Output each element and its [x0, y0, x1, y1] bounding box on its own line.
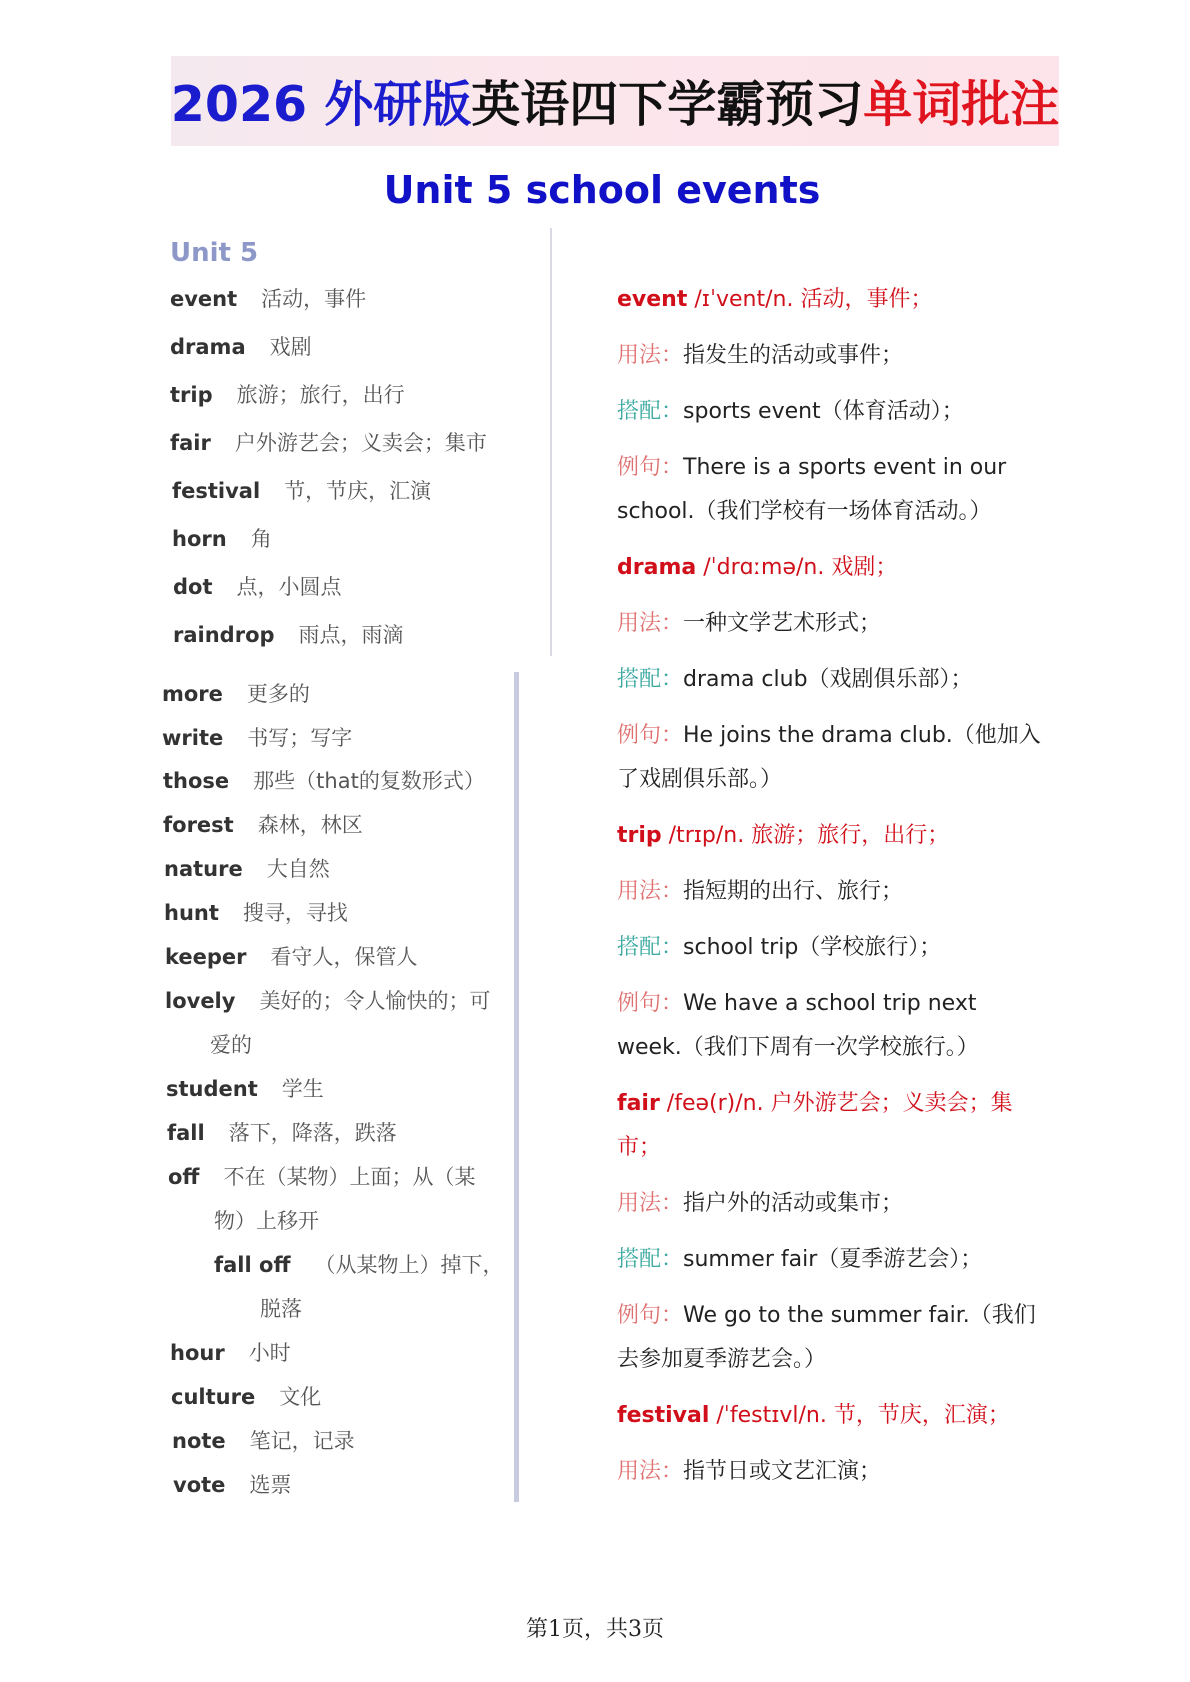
textbook-unit-label: Unit 5	[170, 238, 259, 268]
textbook-row: forest 森林，林区	[163, 813, 363, 837]
phonetic-definition: /ˈfestɪvl/n. 节，节庆，汇演；	[709, 1403, 1010, 1428]
textbook-row: horn 角	[172, 527, 272, 551]
title-banner	[171, 56, 1059, 146]
textbook-wordlist-page1	[160, 228, 552, 656]
collocation-label: 搭配：	[617, 935, 684, 960]
headword-line	[617, 278, 1047, 322]
textbook-row: festival 节，节庆，汇演	[172, 479, 432, 503]
collocation-line	[617, 390, 1047, 434]
example-line	[617, 714, 1047, 802]
collocation-text: school trip（学校旅行）；	[683, 935, 942, 960]
textbook-row: trip 旅游；旅行，出行	[170, 383, 405, 407]
textbook-wordlist-page2	[160, 672, 519, 1502]
headword-line	[617, 814, 1047, 858]
example-line	[617, 1294, 1047, 1382]
word-annotations	[617, 278, 1047, 1506]
usage-label: 用法：	[617, 879, 684, 904]
collocation-label: 搭配：	[617, 399, 684, 424]
headword: fair	[617, 1091, 660, 1116]
textbook-row: 脱落	[260, 1297, 302, 1321]
textbook-row: off 不在（某物）上面；从（某	[168, 1165, 476, 1189]
headword-line	[617, 1394, 1047, 1438]
unit-subtitle: Unit 5 school events	[383, 168, 821, 212]
headword: festival	[617, 1403, 710, 1428]
banner-title-part1: 2026 外研版	[170, 76, 472, 133]
usage-label: 用法：	[617, 1191, 684, 1216]
example-text: He joins the drama club.（他加入了戏剧俱乐部。）	[617, 723, 1041, 792]
textbook-row: write 书写；写字	[162, 726, 353, 750]
example-text: We go to the summer fair.（我们去参加夏季游艺会。）	[617, 1303, 1036, 1372]
collocation-line	[617, 658, 1047, 702]
textbook-row: lovely 美好的；令人愉快的；可	[165, 989, 491, 1013]
textbook-row: nature 大自然	[164, 857, 330, 881]
collocation-line	[617, 926, 1047, 970]
example-text: There is a sports event in our school.（我们学校有一场体育活动。）	[617, 455, 1007, 524]
example-label: 例句：	[617, 455, 684, 480]
textbook-row: drama 戏剧	[170, 335, 312, 359]
textbook-row: 物）上移开	[214, 1209, 319, 1233]
headword-line	[617, 546, 1047, 590]
usage-line	[617, 602, 1047, 646]
textbook-row: 爱的	[210, 1033, 252, 1057]
usage-line	[617, 334, 1047, 378]
collocation-label: 搭配：	[617, 1247, 684, 1272]
phonetic-definition: /trɪp/n. 旅游；旅行，出行；	[661, 823, 950, 848]
collocation-text: sports event（体育活动）；	[683, 399, 964, 424]
collocation-label: 搭配：	[617, 667, 684, 692]
collocation-line	[617, 1238, 1047, 1282]
textbook-row: hour 小时	[170, 1341, 291, 1365]
textbook-row: raindrop 雨点，雨滴	[173, 623, 404, 647]
example-line	[617, 982, 1047, 1070]
usage-line	[617, 1450, 1047, 1494]
textbook-row: student 学生	[166, 1077, 324, 1101]
usage-text: 指节日或文艺汇演；	[683, 1459, 882, 1484]
usage-line	[617, 870, 1047, 914]
collocation-text: drama club（戏剧俱乐部）；	[683, 667, 973, 692]
collocation-text: summer fair（夏季游艺会）；	[683, 1247, 983, 1272]
textbook-row: fall 落下，降落，跌落	[167, 1121, 397, 1145]
example-text: We have a school trip next week.（我们下周有一次学校旅行。）	[617, 991, 979, 1060]
textbook-row: culture 文化	[171, 1385, 322, 1409]
textbook-row: fair 户外游艺会；义卖会；集市	[170, 431, 487, 455]
usage-label: 用法：	[617, 343, 684, 368]
usage-text: 指发生的活动或事件；	[683, 343, 904, 368]
banner-title-part3: 单词批注	[863, 76, 1060, 133]
banner-title-part2: 英语四下学霸预习	[471, 76, 864, 133]
usage-text: 指短期的出行、旅行；	[683, 879, 904, 904]
phonetic-definition: /ˈdrɑːmə/n. 戏剧；	[696, 555, 898, 580]
textbook-row: hunt 搜寻，寻找	[164, 901, 348, 925]
textbook-row: vote 选票	[173, 1473, 292, 1497]
usage-line	[617, 1182, 1047, 1226]
textbook-row: event 活动，事件	[170, 287, 367, 311]
usage-text: 指户外的活动或集市；	[683, 1191, 904, 1216]
phonetic-definition: /ɪˈvent/n. 活动，事件；	[687, 287, 933, 312]
headword: drama	[617, 555, 697, 580]
page-footer: 第1页，共3页	[526, 1617, 664, 1642]
usage-label: 用法：	[617, 1459, 684, 1484]
usage-label: 用法：	[617, 611, 684, 636]
headword: trip	[617, 823, 662, 848]
textbook-row: keeper 看守人，保管人	[165, 945, 418, 969]
textbook-row: those 那些（that的复数形式）	[163, 769, 485, 793]
headword-line	[617, 1082, 1047, 1170]
example-line	[617, 446, 1047, 534]
textbook-row: dot 点，小圆点	[173, 575, 342, 599]
example-label: 例句：	[617, 991, 684, 1016]
usage-text: 一种文学艺术形式；	[683, 611, 882, 636]
phonetic-definition: /feə(r)/n. 户外游艺会；义卖会；集市；	[617, 1091, 1013, 1160]
headword: event	[617, 287, 688, 312]
example-label: 例句：	[617, 1303, 684, 1328]
textbook-row: more 更多的	[162, 682, 310, 706]
textbook-row: fall off （从某物上）掉下，	[214, 1253, 504, 1277]
textbook-row: note 笔记，记录	[172, 1429, 355, 1453]
example-label: 例句：	[617, 723, 684, 748]
